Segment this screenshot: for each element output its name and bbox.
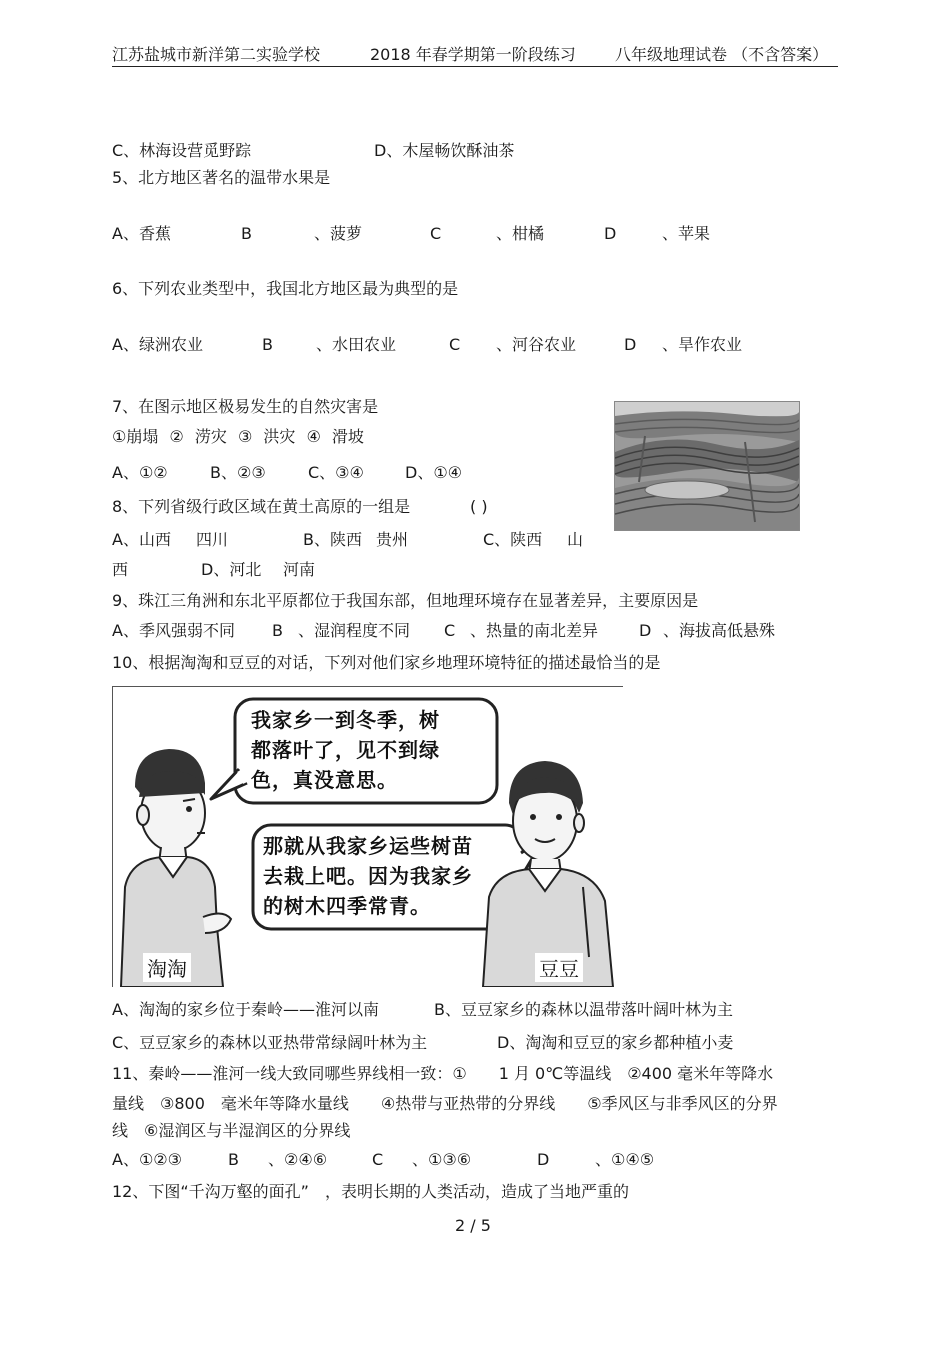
name-label-taotao: 淘淘 xyxy=(143,953,191,982)
q9-option-c-text: 、热量的南北差异 xyxy=(470,621,599,640)
q6-option-c-text: 、河谷农业 xyxy=(496,335,577,354)
q6-option-d-text: 、旱作农业 xyxy=(662,335,743,354)
q9-option-c-letter: C xyxy=(444,621,456,640)
q6-option-b-text: 、水田农业 xyxy=(316,335,397,354)
q4-option-c: C、林海设营觅野踪 xyxy=(112,141,252,160)
q5-option-d-letter: D xyxy=(604,224,617,243)
q9-stem: 9、珠江三角洲和东北平原都位于我国东部，但地理环境存在显著差异，主要原因是 xyxy=(112,591,699,610)
boy-taotao-figure xyxy=(121,749,231,987)
q5-option-d-text: 、苹果 xyxy=(662,224,711,243)
page-number: 2 / 5 xyxy=(455,1216,491,1235)
q8-stem: 8、下列省级行政区域在黄土高原的一组是 xyxy=(112,497,411,516)
header-school: 江苏盐城市新洋第二实验学校 xyxy=(112,45,321,64)
header-paper: 八年级地理试卷 （不含答案） xyxy=(615,45,829,64)
page-header xyxy=(112,40,838,67)
q8-option-c: C、陕西 xyxy=(483,530,543,549)
q11-line-2: 量线 ③800 毫米年等降水量线 ④热带与亚热带的分界线 ⑤季风区与非季风区的分界 xyxy=(112,1094,778,1113)
q10-stem: 10、根据淘淘和豆豆的对话，下列对他们家乡地理环境特征的描述最恰当的是 xyxy=(112,653,661,672)
q10-option-b: B、豆豆家乡的森林以温带落叶阔叶林为主 xyxy=(434,1000,733,1019)
name-label-doudou: 豆豆 xyxy=(535,953,583,982)
bubble1-line-2: 都落叶了，见不到绿 xyxy=(251,738,440,762)
q7-stem: 7、在图示地区极易发生的自然灾害是 xyxy=(112,397,379,416)
q11-option-c-text: 、①③⑥ xyxy=(412,1150,472,1169)
q8-option-c-2: 山 xyxy=(567,530,584,549)
q8-option-d: D、河北 xyxy=(201,560,262,579)
q10-option-d: D、淘淘和豆豆的家乡都种植小麦 xyxy=(497,1033,734,1052)
q6-option-b-letter: B xyxy=(262,335,273,354)
q12-stem: 12、下图“千沟万壑的面孔” ，表明长期的人类活动，造成了当地严重的 xyxy=(112,1182,629,1201)
q5-option-b-letter: B xyxy=(241,224,252,243)
q5-option-c-letter: C xyxy=(430,224,442,243)
q4-option-d: D、木屋畅饮酥油茶 xyxy=(374,141,515,160)
q6-option-d-letter: D xyxy=(624,335,637,354)
q9-option-b-text: 、湿润程度不同 xyxy=(298,621,411,640)
q8-option-a-2: 四川 xyxy=(196,530,229,549)
bubble1-line-1: 我家乡一到冬季，树 xyxy=(251,708,440,732)
q9-option-a: A、季风强弱不同 xyxy=(112,621,235,640)
q8-option-a: A、山西 xyxy=(112,530,171,549)
q11-option-c-letter: C xyxy=(372,1150,384,1169)
q10-option-a: A、淘淘的家乡位于秦岭——淮河以南 xyxy=(112,1000,379,1019)
bubble2-line-3: 的树木四季常青。 xyxy=(263,894,431,918)
bubble1-text xyxy=(251,705,440,795)
loess-plateau-photo xyxy=(614,401,800,531)
q6-stem: 6、下列农业类型中，我国北方地区最为典型的是 xyxy=(112,279,459,298)
q7-option-c: C、③④ xyxy=(308,463,364,482)
q11-option-d-text: 、①④⑤ xyxy=(595,1150,655,1169)
q5-stem: 5、北方地区著名的温带水果是 xyxy=(112,168,331,187)
q10-option-c: C、豆豆家乡的森林以亚热带常绿阔叶林为主 xyxy=(112,1033,428,1052)
q7-option-d: D、①④ xyxy=(405,463,463,482)
header-term: 2018 年春学期第一阶段练习 xyxy=(370,45,576,64)
q8-answer-paren: ( ) xyxy=(470,497,488,516)
q5-option-a: A、香蕉 xyxy=(112,224,171,243)
q8-option-b: B、陕西 xyxy=(303,530,362,549)
q8-option-c-3: 西 xyxy=(112,560,129,579)
q11-line-1: 11、秦岭——淮河一线大致同哪些界线相一致：① 1 月 0℃等温线 ②400 毫米年等降水 xyxy=(112,1064,774,1083)
q8-option-b-2: 贵州 xyxy=(376,530,409,549)
q6-option-a: A、绿洲农业 xyxy=(112,335,203,354)
q8-option-d-2: 河南 xyxy=(283,560,316,579)
q11-option-b-text: 、②④⑥ xyxy=(268,1150,328,1169)
bubble1-line-3: 色，真没意思。 xyxy=(251,768,398,792)
q9-option-b-letter: B xyxy=(272,621,283,640)
dialogue-comic xyxy=(112,686,623,987)
q11-option-a: A、①②③ xyxy=(112,1150,182,1169)
q5-option-c-text: 、柑橘 xyxy=(496,224,545,243)
q9-option-d-letter: D xyxy=(639,621,652,640)
q11-line-3: 线 ⑥湿润区与半湿润区的分界线 xyxy=(112,1121,351,1140)
bubble2-line-2: 去栽上吧。因为我家乡 xyxy=(263,864,473,888)
q7-option-b: B、②③ xyxy=(210,463,266,482)
q11-option-b-letter: B xyxy=(228,1150,239,1169)
q7-option-a: A、①② xyxy=(112,463,168,482)
q7-items: ①崩塌 ② 涝灾 ③ 洪灾 ④ 滑坡 xyxy=(112,427,364,446)
bubble2-line-1: 那就从我家乡运些树苗 xyxy=(263,834,473,858)
q6-option-c-letter: C xyxy=(449,335,461,354)
q9-option-d-text: 、海拔高低悬殊 xyxy=(663,621,776,640)
q5-option-b-text: 、菠萝 xyxy=(314,224,363,243)
q11-option-d-letter: D xyxy=(537,1150,550,1169)
bubble2-text xyxy=(263,831,473,921)
